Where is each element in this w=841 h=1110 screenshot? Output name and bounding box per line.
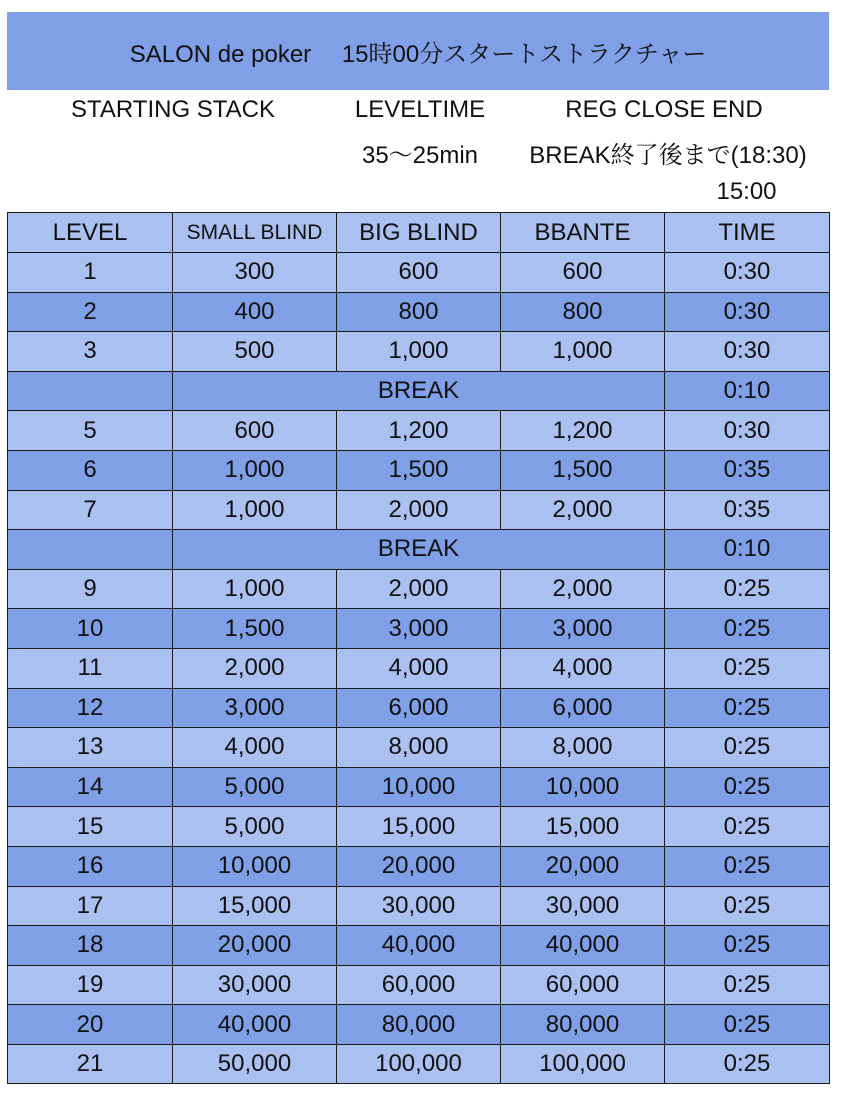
big-blind-cell: 800 [337, 292, 501, 332]
small-blind-cell: 50,000 [173, 1044, 337, 1084]
level-cell: 14 [8, 767, 173, 807]
bb-ante-cell: 2,000 [501, 490, 665, 530]
start-time-row [0, 172, 841, 212]
blind-structure-table [7, 212, 830, 1084]
level-cell: 3 [8, 332, 173, 372]
small-blind-cell: 1,000 [173, 450, 337, 490]
header-big-blind: BIG BLIND [337, 213, 501, 253]
time-cell: 0:35 [665, 490, 830, 530]
small-blind-cell: 600 [173, 411, 337, 451]
bb-ante-cell: 1,500 [501, 450, 665, 490]
level-cell: 18 [8, 926, 173, 966]
header-level: LEVEL [8, 213, 173, 253]
leveltime-value: 35〜25min [361, 141, 479, 169]
time-cell: 0:25 [665, 609, 830, 649]
table-row [8, 609, 830, 649]
big-blind-cell: 2,000 [337, 569, 501, 609]
table-row [8, 688, 830, 728]
starting-stack-label: STARTING STACK [70, 96, 276, 123]
table-row [8, 569, 830, 609]
small-blind-cell: 2,000 [173, 648, 337, 688]
small-blind-cell: 400 [173, 292, 337, 332]
level-cell: 10 [8, 609, 173, 649]
big-blind-cell: 600 [337, 253, 501, 293]
big-blind-cell: 3,000 [337, 609, 501, 649]
time-cell: 0:30 [665, 253, 830, 293]
bb-ante-cell: 20,000 [501, 846, 665, 886]
header-time: TIME [665, 213, 830, 253]
bb-ante-cell: 1,000 [501, 332, 665, 372]
table-row [8, 965, 830, 1005]
time-cell: 0:25 [665, 767, 830, 807]
small-blind-cell: 20,000 [173, 926, 337, 966]
table-row [8, 807, 830, 847]
small-blind-cell: 3,000 [173, 688, 337, 728]
level-cell: 5 [8, 411, 173, 451]
small-blind-cell: 1,000 [173, 569, 337, 609]
info-values-row [0, 132, 841, 172]
small-blind-cell: 5,000 [173, 807, 337, 847]
time-cell: 0:30 [665, 411, 830, 451]
big-blind-cell: 4,000 [337, 648, 501, 688]
small-blind-cell: 1,000 [173, 490, 337, 530]
break-row [8, 371, 830, 411]
bb-ante-cell: 800 [501, 292, 665, 332]
bb-ante-cell: 4,000 [501, 648, 665, 688]
break-label-cell: BREAK [173, 530, 665, 570]
small-blind-cell: 5,000 [173, 767, 337, 807]
time-cell: 0:25 [665, 926, 830, 966]
table-row [8, 490, 830, 530]
table-row [8, 292, 830, 332]
table-row [8, 648, 830, 688]
time-cell: 0:10 [665, 530, 830, 570]
table-row [8, 846, 830, 886]
start-time: 15:00 [716, 178, 777, 205]
title-banner [7, 12, 829, 90]
header-bb-ante: BBANTE [501, 213, 665, 253]
level-cell [8, 371, 173, 411]
level-cell [8, 530, 173, 570]
time-cell: 0:25 [665, 688, 830, 728]
level-cell: 9 [8, 569, 173, 609]
level-cell: 6 [8, 450, 173, 490]
bb-ante-cell: 600 [501, 253, 665, 293]
time-cell: 0:30 [665, 332, 830, 372]
table-row [8, 886, 830, 926]
bb-ante-cell: 15,000 [501, 807, 665, 847]
time-cell: 0:25 [665, 1044, 830, 1084]
time-cell: 0:30 [665, 292, 830, 332]
small-blind-cell: 500 [173, 332, 337, 372]
bb-ante-cell: 80,000 [501, 1005, 665, 1045]
table-row [8, 926, 830, 966]
time-cell: 0:25 [665, 965, 830, 1005]
bb-ante-cell: 8,000 [501, 728, 665, 768]
big-blind-cell: 6,000 [337, 688, 501, 728]
table-body [8, 253, 830, 1084]
level-cell: 17 [8, 886, 173, 926]
small-blind-cell: 15,000 [173, 886, 337, 926]
big-blind-cell: 1,500 [337, 450, 501, 490]
bb-ante-cell: 6,000 [501, 688, 665, 728]
break-row [8, 530, 830, 570]
small-blind-cell: 40,000 [173, 1005, 337, 1045]
big-blind-cell: 1,000 [337, 332, 501, 372]
table-row [8, 253, 830, 293]
small-blind-cell: 4,000 [173, 728, 337, 768]
leveltime-label: LEVELTIME [354, 96, 486, 123]
bb-ante-cell: 30,000 [501, 886, 665, 926]
table-row [8, 411, 830, 451]
level-cell: 15 [8, 807, 173, 847]
reg-close-label: REG CLOSE END [565, 96, 763, 123]
info-labels-row [0, 90, 841, 130]
big-blind-cell: 8,000 [337, 728, 501, 768]
table-row [8, 767, 830, 807]
small-blind-cell: 300 [173, 253, 337, 293]
level-cell: 7 [8, 490, 173, 530]
level-cell: 11 [8, 648, 173, 688]
small-blind-cell: 30,000 [173, 965, 337, 1005]
level-cell: 20 [8, 1005, 173, 1045]
big-blind-cell: 15,000 [337, 807, 501, 847]
level-cell: 16 [8, 846, 173, 886]
level-cell: 1 [8, 253, 173, 293]
header-small-blind: SMALL BLIND [173, 213, 337, 253]
big-blind-cell: 2,000 [337, 490, 501, 530]
big-blind-cell: 10,000 [337, 767, 501, 807]
table-header-row [8, 213, 830, 253]
level-cell: 12 [8, 688, 173, 728]
time-cell: 0:25 [665, 846, 830, 886]
time-cell: 0:25 [665, 1005, 830, 1045]
big-blind-cell: 30,000 [337, 886, 501, 926]
big-blind-cell: 40,000 [337, 926, 501, 966]
bb-ante-cell: 1,200 [501, 411, 665, 451]
bb-ante-cell: 60,000 [501, 965, 665, 1005]
level-cell: 2 [8, 292, 173, 332]
bb-ante-cell: 100,000 [501, 1044, 665, 1084]
bb-ante-cell: 2,000 [501, 569, 665, 609]
table-row [8, 728, 830, 768]
bb-ante-cell: 10,000 [501, 767, 665, 807]
small-blind-cell: 10,000 [173, 846, 337, 886]
time-cell: 0:10 [665, 371, 830, 411]
level-cell: 19 [8, 965, 173, 1005]
page-title: SALON de poker 15時00分スタートストラクチャー [129, 40, 707, 68]
break-label-cell: BREAK [173, 371, 665, 411]
time-cell: 0:25 [665, 648, 830, 688]
big-blind-cell: 20,000 [337, 846, 501, 886]
time-cell: 0:25 [665, 886, 830, 926]
time-cell: 0:25 [665, 728, 830, 768]
table-row [8, 450, 830, 490]
bb-ante-cell: 3,000 [501, 609, 665, 649]
time-cell: 0:35 [665, 450, 830, 490]
table-row [8, 1044, 830, 1084]
bb-ante-cell: 40,000 [501, 926, 665, 966]
level-cell: 13 [8, 728, 173, 768]
time-cell: 0:25 [665, 569, 830, 609]
big-blind-cell: 100,000 [337, 1044, 501, 1084]
big-blind-cell: 1,200 [337, 411, 501, 451]
big-blind-cell: 80,000 [337, 1005, 501, 1045]
time-cell: 0:25 [665, 807, 830, 847]
table-row [8, 332, 830, 372]
big-blind-cell: 60,000 [337, 965, 501, 1005]
reg-close-value: BREAK終了後まで(18:30) [529, 141, 807, 169]
level-cell: 21 [8, 1044, 173, 1084]
table-row [8, 1005, 830, 1045]
small-blind-cell: 1,500 [173, 609, 337, 649]
